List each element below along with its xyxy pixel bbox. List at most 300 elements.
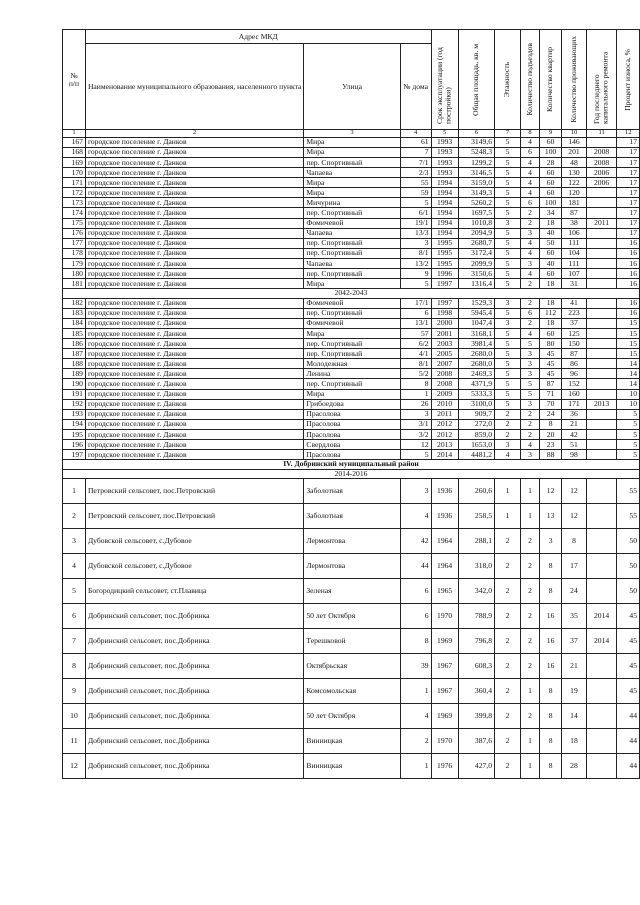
cell-apartments: 18 [540,318,562,328]
cell-apartments: 16 [540,654,562,679]
table-row [63,429,640,439]
cell-wear: 17 [617,137,640,147]
cell-residents: 48 [562,158,587,168]
cell-row-no: 171 [63,178,86,188]
cell-house: 44 [400,554,431,579]
cell-entrances: 2 [520,429,539,439]
cell-floors: 5 [495,238,521,248]
header-house: № дома [400,44,431,130]
cell-area: 1316,4 [458,279,494,289]
cell-repair-year [586,389,617,399]
cell-municipality: городское поселение г. Данков [85,369,303,379]
cell-row-no: 7 [63,629,86,654]
cell-wear: 10 [617,389,640,399]
table-row [63,450,640,460]
cell-floors: 5 [495,198,521,208]
cell-area: 427,0 [458,754,494,779]
cell-street: Мира [304,137,400,147]
cell-floors: 5 [495,329,521,339]
cell-year: 1994 [431,208,458,218]
cell-municipality: Добринский сельсовет, пос.Добринка [85,604,303,629]
cell-municipality: городское поселение г. Данков [85,238,303,248]
cell-floors: 2 [495,409,521,419]
cell-area: 3168,1 [458,329,494,339]
cell-area: 5333,3 [458,389,494,399]
cell-entrances: 6 [520,198,539,208]
cell-house: 1 [400,389,431,399]
cell-year: 2008 [431,379,458,389]
cell-wear: 15 [617,349,640,359]
cell-repair-year: 2006 [586,178,617,188]
cell-repair-year [586,440,617,450]
district-label: IV. Добринский муниципальный район [63,460,640,470]
cell-floors: 1 [495,479,521,504]
cell-floors: 5 [495,147,521,157]
cell-floors: 2 [495,704,521,729]
cell-residents: 223 [562,308,587,318]
cell-apartments: 60 [540,188,562,198]
cell-entrances: 5 [520,389,539,399]
cell-repair-year [586,679,617,704]
table-row [63,137,640,147]
cell-entrances: 4 [520,158,539,168]
cell-area: 2680,7 [458,238,494,248]
cell-entrances: 1 [520,754,539,779]
cell-entrances: 3 [520,258,539,268]
cell-floors: 2 [495,579,521,604]
block-danko-2 [63,298,640,460]
header-street: Улица [304,44,400,130]
cell-wear: 16 [617,279,640,289]
cell-apartments: 100 [540,198,562,208]
cell-year: 1936 [431,504,458,529]
cell-row-no: 181 [63,279,86,289]
cell-street: Ленина [304,369,400,379]
cell-floors: 3 [495,440,521,450]
cell-municipality: Добринский сельсовет, пос.Добринка [85,754,303,779]
column-number-row [63,130,640,138]
cell-house: 7/1 [400,158,431,168]
cell-entrances: 5 [520,339,539,349]
table-row [63,218,640,228]
cell-row-no: 190 [63,379,86,389]
cell-year: 1967 [431,654,458,679]
cell-entrances: 4 [520,168,539,178]
cell-apartments: 16 [540,604,562,629]
cell-repair-year [586,554,617,579]
cell-residents: 87 [562,208,587,218]
cell-year: 1965 [431,579,458,604]
cell-street: Фомичевой [304,218,400,228]
header-residents: Количество проживающих [562,30,587,130]
cell-street: Заболотная [304,504,400,529]
cell-repair-year: 2008 [586,158,617,168]
cell-entrances: 2 [520,208,539,218]
cell-floors: 2 [495,629,521,654]
cell-apartments: 45 [540,369,562,379]
cell-entrances: 3 [520,450,539,460]
cell-apartments: 80 [540,339,562,349]
cell-municipality: городское поселение г. Данков [85,248,303,258]
cell-apartments: 8 [540,729,562,754]
cell-year: 1993 [431,137,458,147]
table-row [63,399,640,409]
cell-residents: 96 [562,369,587,379]
header-municipality: Наименование муниципального образования, населенного пункта [85,44,303,130]
cell-row-no: 192 [63,399,86,409]
header-apartments: Количество квартир [540,30,562,130]
cell-apartments: 12 [540,479,562,504]
cell-residents: 111 [562,238,587,248]
cell-repair-year [586,308,617,318]
block-dobrinka [63,479,640,779]
cell-apartments: 13 [540,504,562,529]
cell-entrances: 1 [520,504,539,529]
cell-year: 2001 [431,329,458,339]
cell-wear: 17 [617,218,640,228]
cell-repair-year [586,279,617,289]
cell-area: 399,8 [458,704,494,729]
cell-floors: 5 [495,168,521,178]
cell-row-no: 169 [63,158,86,168]
cell-residents: 107 [562,269,587,279]
cell-street: Мира [304,329,400,339]
cell-municipality: Добринский сельсовет, пос.Добринка [85,729,303,754]
cell-house: 42 [400,529,431,554]
cell-street: Мира [304,147,400,157]
cell-area: 608,3 [458,654,494,679]
cell-floors: 1 [495,504,521,529]
cell-entrances: 4 [520,238,539,248]
cell-area: 5260,2 [458,198,494,208]
cell-area: 3149,6 [458,137,494,147]
cell-apartments: 112 [540,308,562,318]
cell-entrances: 4 [520,137,539,147]
table-row [63,729,640,754]
cell-wear: 5 [617,429,640,439]
cell-municipality: городское поселение г. Данков [85,258,303,268]
cell-area: 318,0 [458,554,494,579]
cell-residents: 201 [562,147,587,157]
cell-entrances: 3 [520,359,539,369]
cell-year: 2003 [431,339,458,349]
block-danko-1 [63,137,640,288]
cell-wear: 17 [617,147,640,157]
cell-floors: 2 [495,554,521,579]
cell-street: Чапаева [304,228,400,238]
cell-residents: 111 [562,258,587,268]
cell-municipality: городское поселение г. Данков [85,198,303,208]
cell-residents: 37 [562,318,587,328]
cell-floors: 2 [495,754,521,779]
cell-row-no: 175 [63,218,86,228]
cell-entrances: 2 [520,604,539,629]
table-row [63,318,640,328]
cell-municipality: Петровский сельсовет, пос.Петровский [85,504,303,529]
cell-residents: 38 [562,218,587,228]
cell-apartments: 23 [540,440,562,450]
cell-residents: 160 [562,389,587,399]
cell-floors: 2 [495,419,521,429]
cell-year: 1995 [431,258,458,268]
cell-repair-year [586,248,617,258]
table-row [63,389,640,399]
cell-repair-year [586,258,617,268]
cell-area: 5945,4 [458,308,494,318]
cell-floors: 3 [495,218,521,228]
cell-apartments: 45 [540,359,562,369]
cell-house: 13/1 [400,318,431,328]
cell-entrances: 4 [520,178,539,188]
table-row [63,178,640,188]
cell-year: 2009 [431,389,458,399]
table-row [63,679,640,704]
cell-street: Прасолова [304,429,400,439]
header-last-repair: Год последнего капитального ремонта [586,30,617,130]
cell-floors: 5 [495,178,521,188]
table-row [63,504,640,529]
cell-row-no: 177 [63,238,86,248]
cell-municipality: городское поселение г. Данков [85,178,303,188]
cell-area: 4371,9 [458,379,494,389]
cell-row-no: 183 [63,308,86,318]
cell-house: 59 [400,188,431,198]
cell-year: 1976 [431,754,458,779]
column-number: 8 [520,130,539,138]
cell-repair-year: 2011 [586,218,617,228]
cell-residents: 98 [562,450,587,460]
cell-area: 2099,9 [458,258,494,268]
cell-row-no: 185 [63,329,86,339]
cell-municipality: городское поселение г. Данков [85,450,303,460]
cell-wear: 5 [617,409,640,419]
cell-street: Прасолова [304,450,400,460]
cell-area: 1010,8 [458,218,494,228]
cell-year: 1994 [431,188,458,198]
cell-residents: 150 [562,339,587,349]
column-number: 5 [431,130,458,138]
cell-year: 1997 [431,298,458,308]
table-row [63,188,640,198]
cell-repair-year [586,369,617,379]
cell-house: 17/1 [400,298,431,308]
period-label-2042: 2042-2043 [63,289,640,299]
table-row [63,279,640,289]
cell-entrances: 4 [520,440,539,450]
cell-entrances: 3 [520,349,539,359]
cell-street: Октябрьская [304,654,400,679]
cell-wear: 16 [617,248,640,258]
cell-residents: 12 [562,479,587,504]
cell-apartments: 71 [540,389,562,399]
cell-repair-year [586,529,617,554]
cell-residents: 87 [562,349,587,359]
cell-apartments: 70 [540,399,562,409]
cell-residents: 125 [562,329,587,339]
housing-register-table [62,29,640,779]
cell-floors: 2 [495,529,521,554]
cell-row-no: 8 [63,654,86,679]
cell-row-no: 12 [63,754,86,779]
column-number: 7 [495,130,521,138]
cell-house: 8/1 [400,359,431,369]
cell-municipality: городское поселение г. Данков [85,228,303,238]
cell-street: Мира [304,188,400,198]
cell-municipality: городское поселение г. Данков [85,339,303,349]
cell-municipality: городское поселение г. Данков [85,188,303,198]
cell-apartments: 16 [540,629,562,654]
cell-house: 13/2 [400,258,431,268]
cell-floors: 5 [495,379,521,389]
cell-repair-year [586,269,617,279]
cell-floors: 5 [495,188,521,198]
cell-entrances: 2 [520,298,539,308]
cell-municipality: городское поселение г. Данков [85,298,303,308]
cell-apartments: 18 [540,298,562,308]
cell-street: пер. Спортивный [304,158,400,168]
cell-wear: 5 [617,419,640,429]
cell-apartments: 100 [540,147,562,157]
cell-repair-year [586,409,617,419]
cell-area: 360,4 [458,679,494,704]
cell-street: Винницкая [304,729,400,754]
cell-municipality: городское поселение г. Данков [85,208,303,218]
cell-house: 4 [400,504,431,529]
table-row [63,654,640,679]
cell-municipality: городское поселение г. Данков [85,429,303,439]
cell-repair-year [586,198,617,208]
cell-street: Молодежная [304,359,400,369]
table-row [63,704,640,729]
cell-row-no: 191 [63,389,86,399]
cell-repair-year [586,208,617,218]
cell-apartments: 8 [540,704,562,729]
cell-municipality: городское поселение г. Данков [85,329,303,339]
cell-year: 1996 [431,269,458,279]
cell-repair-year [586,429,617,439]
cell-house: 5 [400,450,431,460]
cell-row-no: 182 [63,298,86,308]
column-number: 10 [562,130,587,138]
cell-entrances: 2 [520,318,539,328]
cell-apartments: 8 [540,554,562,579]
cell-year: 2000 [431,318,458,328]
cell-house: 26 [400,399,431,409]
cell-year: 1995 [431,248,458,258]
cell-wear: 17 [617,208,640,218]
header-area: Общая площадь, кв. м [458,30,494,130]
cell-year: 2007 [431,359,458,369]
table-row [63,629,640,654]
cell-year: 2012 [431,419,458,429]
cell-year: 2014 [431,450,458,460]
cell-repair-year [586,579,617,604]
table-row [63,168,640,178]
cell-entrances: 6 [520,147,539,157]
table-row [63,269,640,279]
cell-area: 260,6 [458,479,494,504]
cell-house: 39 [400,654,431,679]
header-address-group: Адрес МКД [85,30,431,44]
cell-street: пер. Спортивный [304,208,400,218]
cell-street: пер. Спортивный [304,269,400,279]
cell-area: 1529,3 [458,298,494,308]
cell-repair-year: 2014 [586,629,617,654]
cell-residents: 171 [562,399,587,409]
cell-residents: 18 [562,729,587,754]
header-wear: Процент износа, % [617,30,640,130]
cell-wear: 50 [617,579,640,604]
table-row [63,369,640,379]
cell-house: 2/3 [400,168,431,178]
cell-year: 1936 [431,479,458,504]
cell-residents: 152 [562,379,587,389]
cell-row-no: 173 [63,198,86,208]
cell-street: Мира [304,389,400,399]
cell-apartments: 8 [540,419,562,429]
cell-repair-year [586,228,617,238]
cell-apartments: 20 [540,429,562,439]
cell-apartments: 87 [540,379,562,389]
cell-house: 3/2 [400,429,431,439]
cell-house: 8/1 [400,248,431,258]
cell-house: 6 [400,579,431,604]
cell-entrances: 2 [520,409,539,419]
cell-floors: 5 [495,228,521,238]
cell-apartments: 40 [540,228,562,238]
cell-wear: 17 [617,188,640,198]
cell-street: Мира [304,279,400,289]
cell-row-no: 9 [63,679,86,704]
cell-municipality: городское поселение г. Данков [85,269,303,279]
cell-municipality: городское поселение г. Данков [85,137,303,147]
cell-area: 288,1 [458,529,494,554]
cell-repair-year: 2014 [586,604,617,629]
cell-street: Лермонтова [304,554,400,579]
cell-apartments: 40 [540,258,562,268]
cell-area: 2680,0 [458,359,494,369]
cell-row-no: 189 [63,369,86,379]
cell-house: 3/1 [400,419,431,429]
cell-apartments: 88 [540,450,562,460]
cell-wear: 17 [617,178,640,188]
cell-street: Мира [304,178,400,188]
cell-row-no: 10 [63,704,86,729]
cell-house: 19/1 [400,218,431,228]
cell-floors: 5 [495,349,521,359]
cell-entrances: 5 [520,379,539,389]
cell-municipality: Добринский сельсовет, пос.Добринка [85,629,303,654]
header-entrances: Количество подъездов [520,30,539,130]
cell-repair-year: 2008 [586,147,617,157]
cell-area: 258,5 [458,504,494,529]
cell-entrances: 2 [520,579,539,604]
cell-residents: 120 [562,188,587,198]
cell-floors: 5 [495,389,521,399]
cell-wear: 16 [617,258,640,268]
cell-wear: 15 [617,318,640,328]
table-row [63,419,640,429]
cell-municipality: Добринский сельсовет, пос.Добринка [85,654,303,679]
cell-repair-year [586,729,617,754]
cell-year: 1995 [431,238,458,248]
cell-apartments: 8 [540,579,562,604]
cell-municipality: Добринский сельсовет, пос.Добринка [85,704,303,729]
table-row [63,147,640,157]
cell-row-no: 6 [63,604,86,629]
cell-year: 1969 [431,704,458,729]
cell-repair-year [586,339,617,349]
